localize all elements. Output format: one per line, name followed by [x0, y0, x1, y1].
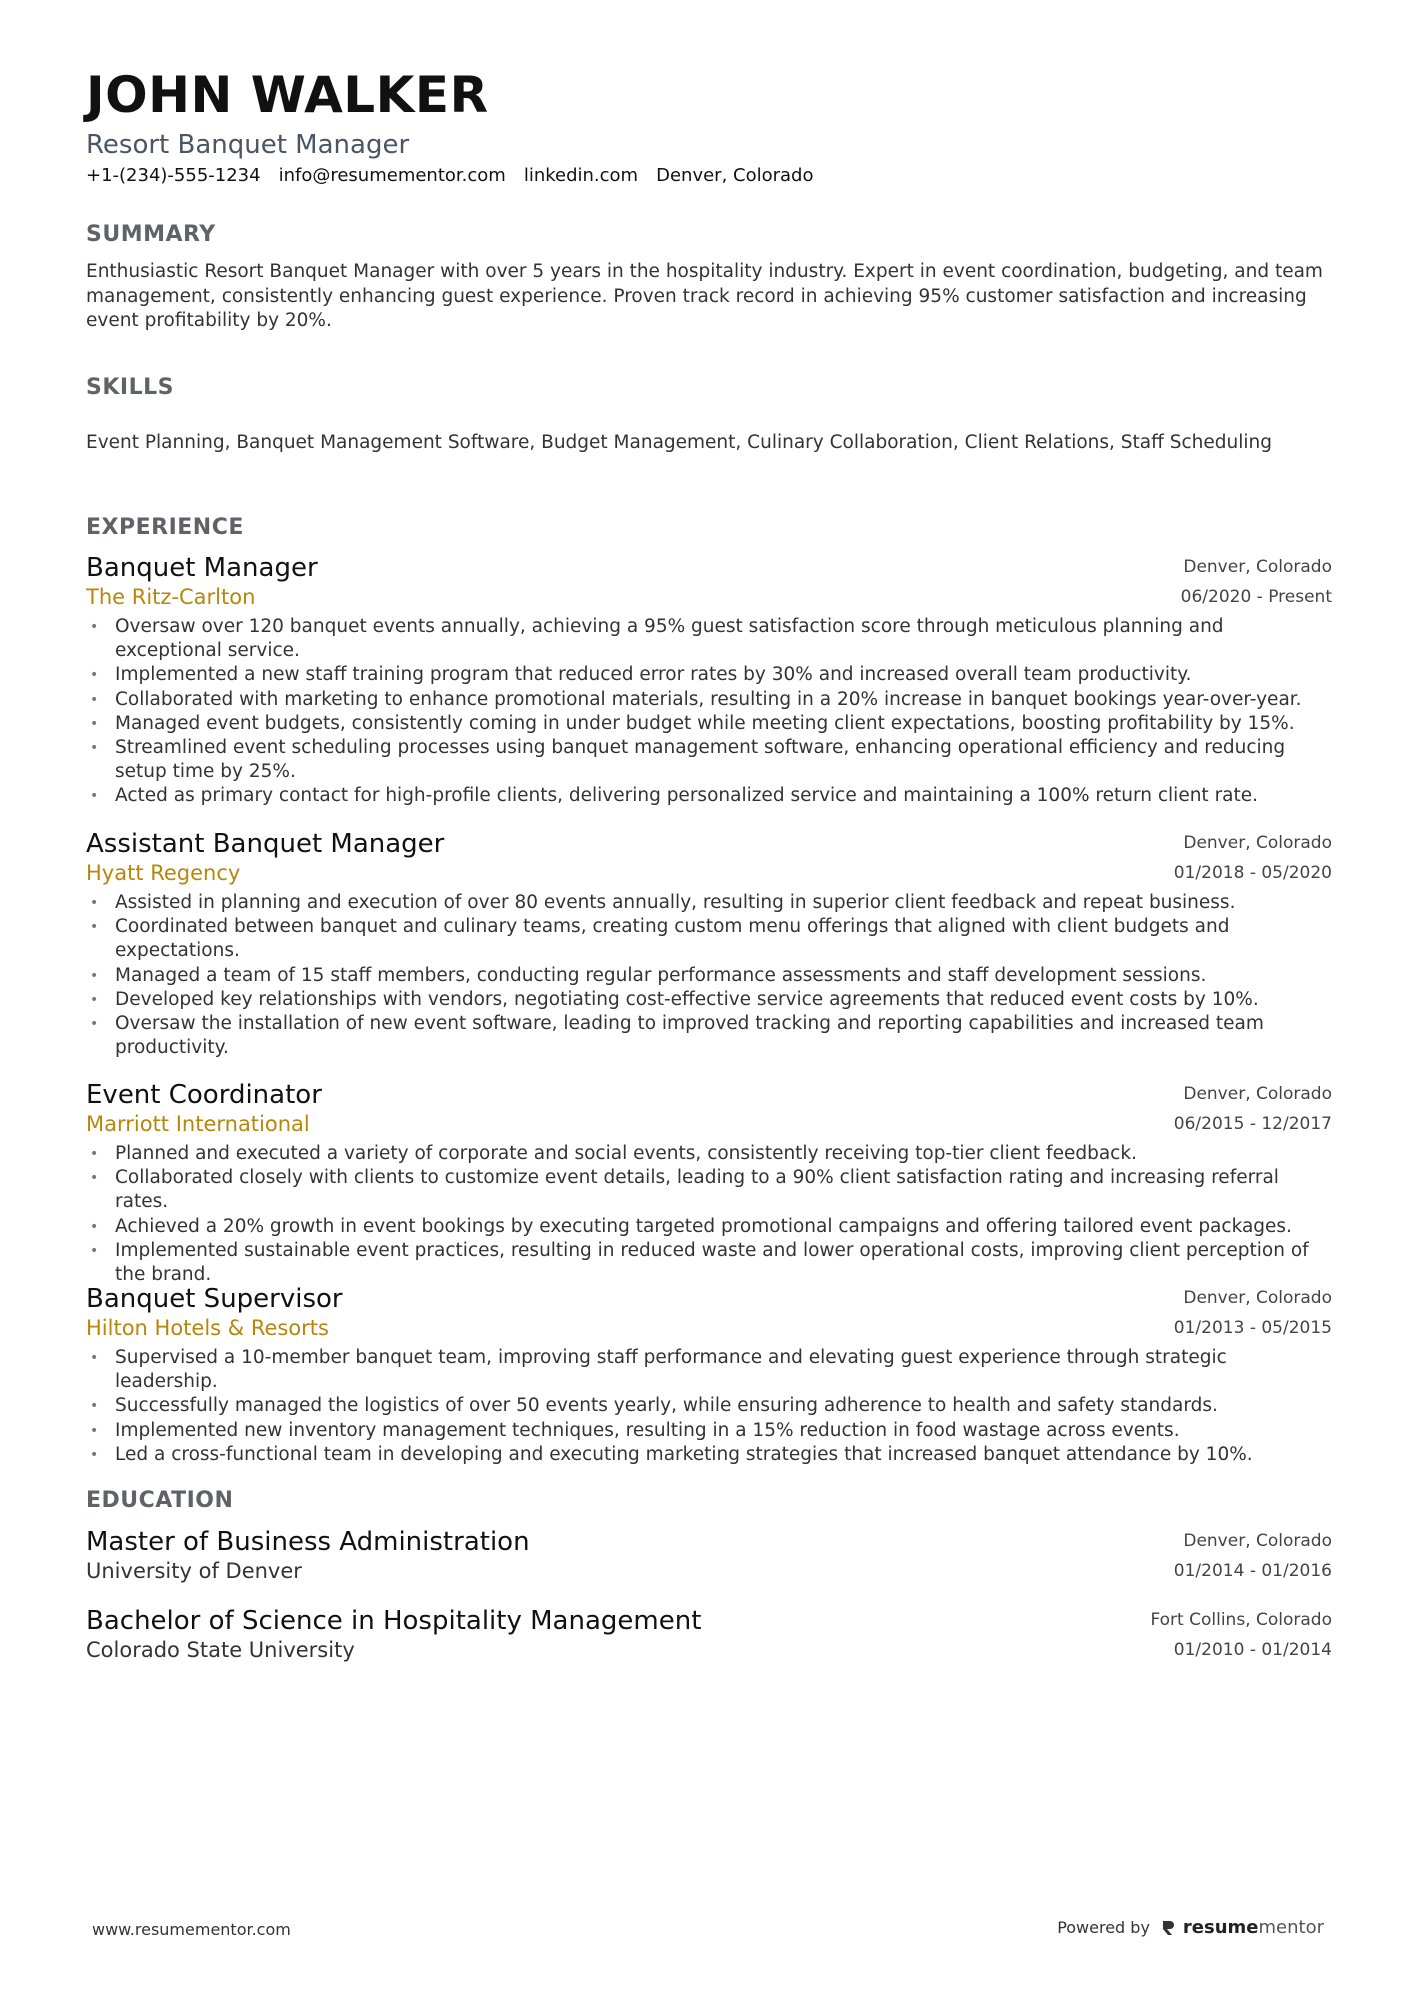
- job-role: Event Coordinator: [86, 1080, 322, 1110]
- bullet-item: • Collaborated closely with clients to customize event details, leading to a 90% client satisfaction rating and increasing referral rates.: [90, 1167, 1279, 1213]
- bullet-item: • Implemented a new staff training program that reduced error rates by 30% and increased overall team productivity.: [86, 663, 1332, 687]
- education-entry: [86, 1527, 1332, 1585]
- bullet-dot-icon: •: [90, 1422, 99, 1439]
- job-entry: [86, 1284, 1332, 1467]
- bullet-item: • Streamlined event scheduling processes using banquet management software, enhancing operational efficiency and reducing setup time by 25%.: [90, 737, 1286, 783]
- bullet-item: • Oversaw the installation of new event software, leading to improved tracking and reporting capabilities and increased team productivity.: [90, 1013, 1264, 1059]
- bullet-item: • Assisted in planning and execution of over 80 events annually, resulting in superior client feedback and repeat business.: [86, 891, 1332, 915]
- contact-linkedin[interactable]: linkedin.com: [523, 165, 639, 186]
- education-school: Colorado State University: [86, 1638, 355, 1662]
- job-role: Assistant Banquet Manager: [86, 829, 445, 859]
- education-school: University of Denver: [86, 1559, 302, 1583]
- brand-name-bold: resume: [1182, 1917, 1259, 1938]
- bullet-dot-icon: •: [90, 1146, 99, 1162]
- summary-text: Enthusiastic Resort Banquet Manager with over 5 years in the hospitality industry. Expert in event coordination, budgeting, and team management, consistently enhancing guest experience. Proven track record in achieving 95% customer satisfaction and increasing event profitability by 20%.: [86, 261, 1323, 331]
- bullet-dot-icon: •: [90, 788, 99, 805]
- bullet-dot-icon: •: [90, 991, 99, 1008]
- job-location: Denver, Colorado: [1183, 1084, 1332, 1104]
- footer-branding: [1057, 1917, 1324, 1938]
- bullet-dot-icon: •: [90, 895, 99, 911]
- job-bullets: [86, 1346, 1332, 1467]
- bullet-dot-icon: •: [90, 667, 99, 684]
- bullet-item: • Led a cross-functional team in developing and executing marketing strategies that increased banquet attendance by 10%.: [86, 1443, 1332, 1467]
- bullet-item: • Coordinated between banquet and culinary teams, creating custom menu offerings that aligned with client budgets and expectations.: [90, 916, 1230, 962]
- bullet-item: • Acted as primary contact for high-profile clients, delivering personalized service and maintaining a 100% return client rate.: [86, 784, 1332, 808]
- brand-name-light: mentor: [1258, 1917, 1324, 1938]
- job-bullets: [86, 891, 1332, 1060]
- skills-text: Event Planning, Banquet Management Software, Budget Management, Culinary Collaboration, Client Relations, Staff Scheduling: [86, 432, 1273, 453]
- skills-heading: SKILLS: [86, 375, 174, 400]
- bullet-item: • Oversaw over 120 banquet events annually, achieving a 95% guest satisfaction score through meticulous planning and exceptional service.: [90, 616, 1224, 662]
- candidate-title: Resort Banquet Manager: [86, 130, 410, 160]
- bullet-dot-icon: •: [90, 1016, 99, 1033]
- experience-heading: EXPERIENCE: [86, 515, 244, 540]
- bullet-item: • Implemented sustainable event practices, resulting in reduced waste and lower operational costs, improving client perception of the brand.: [90, 1239, 1309, 1286]
- summary-heading: SUMMARY: [86, 222, 216, 247]
- bullet-item: • Developed key relationships with vendors, negotiating cost-effective service agreements that reduced event costs by 10%.: [86, 988, 1332, 1012]
- bullet-dot-icon: •: [90, 919, 99, 936]
- education-dates: 01/2014 - 01/2016: [1173, 1561, 1332, 1581]
- job-role: Banquet Manager: [86, 553, 318, 583]
- education-entry: [86, 1606, 1332, 1664]
- job-company: Hilton Hotels & Resorts: [86, 1316, 329, 1340]
- education-degree: Master of Business Administration: [86, 1527, 530, 1557]
- job-company: Marriott International: [86, 1112, 310, 1136]
- bullet-dot-icon: •: [90, 619, 99, 635]
- bullet-item: • Planned and executed a variety of corporate and social events, consistently receiving top-tier client feedback.: [86, 1142, 1332, 1166]
- bullet-dot-icon: •: [90, 1242, 99, 1259]
- job-company: Hyatt Regency: [86, 861, 241, 885]
- job-dates: 01/2013 - 05/2015: [1173, 1318, 1332, 1338]
- bullet-item: • Implemented new inventory management techniques, resulting in a 15% reduction in food wastage across events.: [86, 1419, 1332, 1443]
- bullet-dot-icon: •: [90, 715, 99, 732]
- job-location: Denver, Colorado: [1183, 557, 1332, 577]
- bullet-dot-icon: •: [90, 967, 99, 984]
- education-degree: Bachelor of Science in Hospitality Management: [86, 1606, 702, 1636]
- contact-email[interactable]: info@resumementor.com: [278, 165, 506, 186]
- bullet-dot-icon: •: [90, 1350, 99, 1366]
- bullet-item: • Supervised a 10-member banquet team, improving staff performance and elevating guest experience through strategic leadership.: [90, 1347, 1227, 1393]
- job-dates: 06/2015 - 12/2017: [1173, 1114, 1332, 1134]
- candidate-name: JOHN WALKER: [86, 66, 489, 124]
- job-dates: 01/2018 - 05/2020: [1173, 863, 1332, 883]
- bullet-item: • Achieved a 20% growth in event bookings by executing targeted promotional campaigns and offering tailored event packages.: [86, 1215, 1332, 1239]
- bullet-item: • Managed a team of 15 staff members, conducting regular performance assessments and staff development sessions.: [86, 964, 1332, 988]
- job-bullets: [86, 1142, 1332, 1287]
- resumementor-logo-icon: [1160, 1919, 1178, 1937]
- job-role: Banquet Supervisor: [86, 1284, 343, 1314]
- job-bullets: [86, 615, 1332, 809]
- bullet-item: • Successfully managed the logistics of over 50 events yearly, while ensuring adherence to health and safety standards.: [86, 1394, 1332, 1418]
- bullet-item: • Managed event budgets, consistently coming in under budget while meeting client expectations, boosting profitability by 15%.: [86, 712, 1332, 736]
- education-dates: 01/2010 - 01/2014: [1173, 1640, 1332, 1660]
- job-entry: [86, 553, 1332, 809]
- contact-line: [86, 165, 814, 186]
- education-location: Fort Collins, Colorado: [1150, 1610, 1332, 1630]
- job-company: The Ritz-Carlton: [86, 585, 256, 609]
- job-entry: [86, 1080, 1332, 1287]
- bullet-dot-icon: •: [90, 1218, 99, 1235]
- education-heading: EDUCATION: [86, 1488, 234, 1513]
- bullet-item: • Collaborated with marketing to enhance promotional materials, resulting in a 20% increase in banquet bookings year-over-year.: [86, 688, 1332, 712]
- bullet-dot-icon: •: [90, 1446, 99, 1463]
- bullet-dot-icon: •: [90, 740, 99, 757]
- education-location: Denver, Colorado: [1183, 1531, 1332, 1551]
- contact-location: Denver, Colorado: [656, 165, 814, 186]
- bullet-dot-icon: •: [90, 1398, 99, 1415]
- brand-logo[interactable]: [1160, 1917, 1324, 1938]
- job-dates: 06/2020 - Present: [1180, 587, 1332, 607]
- job-location: Denver, Colorado: [1183, 833, 1332, 853]
- job-entry: [86, 829, 1332, 1060]
- footer-website[interactable]: www.resumementor.com: [92, 1920, 291, 1939]
- bullet-dot-icon: •: [90, 1170, 99, 1187]
- job-location: Denver, Colorado: [1183, 1288, 1332, 1308]
- powered-by-label: Powered by: [1057, 1918, 1150, 1937]
- bullet-dot-icon: •: [90, 691, 99, 708]
- contact-phone: +1-(234)-555-1234: [86, 165, 261, 186]
